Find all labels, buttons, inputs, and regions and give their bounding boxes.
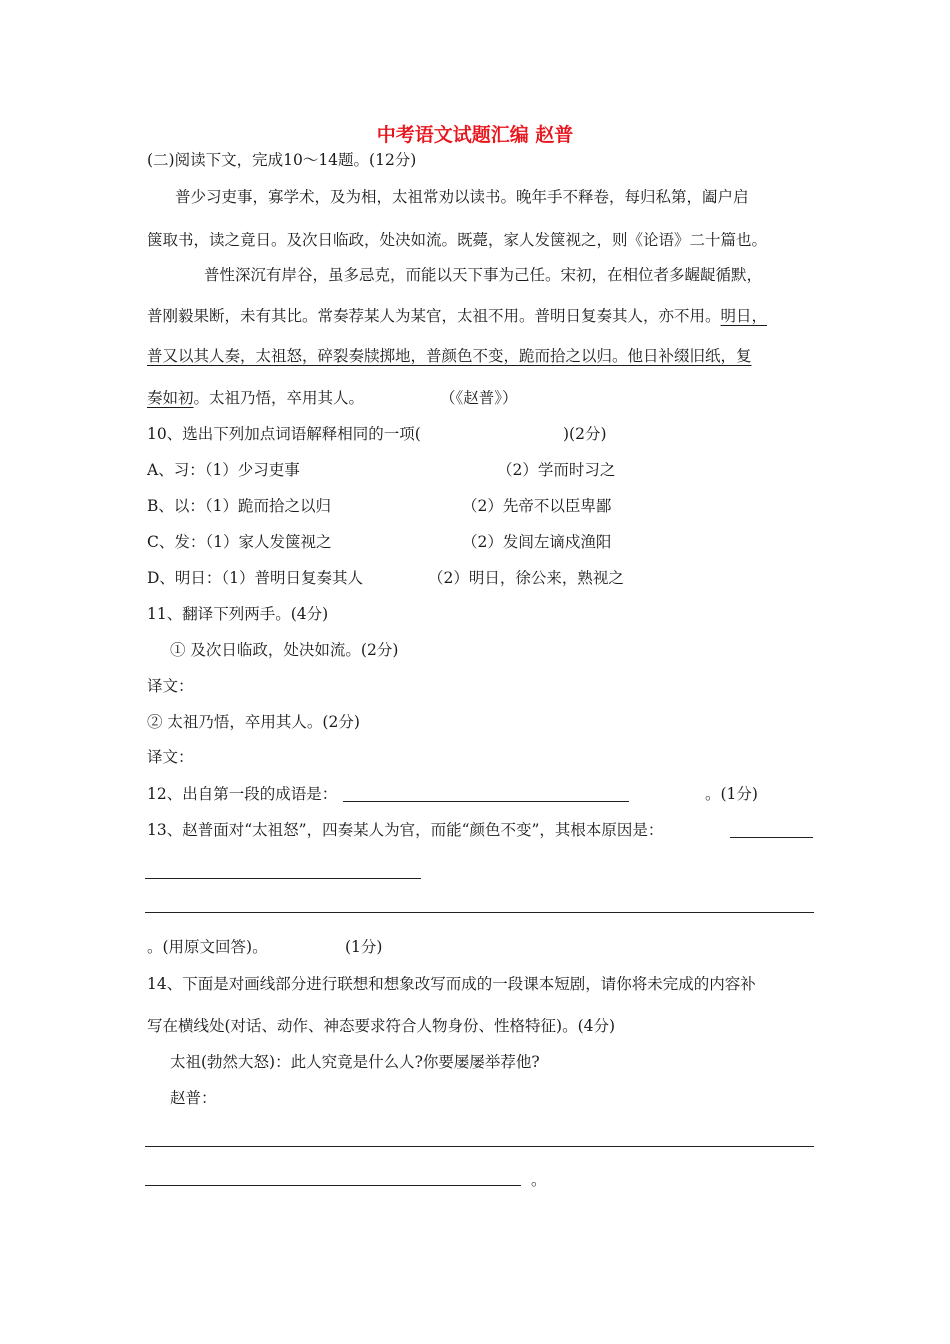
passage-plain-text: 。太祖乃悟，卒用其人。 xyxy=(193,389,365,407)
option-d-part-2: （2）明日，徐公来，熟视之 xyxy=(428,569,624,587)
dialog-zhaopu-label: 赵普： xyxy=(170,1089,217,1107)
translation-label: 译文： xyxy=(147,677,194,695)
option-c-part-1: C、发：（1）家人发箧视之 xyxy=(147,533,332,551)
question-11-stem: 11、翻译下列两手。(4分) xyxy=(147,605,329,623)
answer-blank[interactable] xyxy=(730,837,813,838)
passage-paragraph-1-line-2: 箧取书，读之竟日。及次日临政，处决如流。既薨，家人发箧视之，则《论语》二十篇也。 xyxy=(147,231,768,249)
question-13-score: (1分) xyxy=(345,938,383,956)
option-a-part-2: （2）学而时习之 xyxy=(497,461,616,479)
answer-blank[interactable] xyxy=(145,878,421,879)
section-heading: (二)阅读下文，完成10～14题。(12分) xyxy=(147,151,417,169)
question-12-stem: 12、出自第一段的成语是： xyxy=(147,785,338,803)
question-12-score: 。(1分) xyxy=(705,785,758,803)
answer-blank[interactable] xyxy=(145,912,814,913)
question-10-score: )(2分) xyxy=(563,425,607,443)
question-14-stem-line-1: 14、下面是对画线部分进行联想和想象改写而成的一段课本短剧，请你将未完成的内容补 xyxy=(147,975,756,993)
passage-paragraph-2-line-2 xyxy=(147,309,767,325)
document-title: 中考语文试题汇编 赵普 xyxy=(376,124,574,146)
translation-label: 译文： xyxy=(147,748,194,766)
option-a-part-1: A、习：（1）少习吏事 xyxy=(147,461,300,479)
underlined-passage-text: 奏如初 xyxy=(147,389,194,407)
option-b-part-2: （2）先帝不以臣卑鄙 xyxy=(462,497,612,515)
answer-blank[interactable] xyxy=(145,1146,814,1147)
passage-paragraph-2-line-1: 普性深沉有岸谷，虽多忌克，而能以天下事为己任。宋初，在相位者多龌龊循默， xyxy=(204,266,763,284)
question-11-item-2: ② 太祖乃悟，卒用其人。(2分) xyxy=(147,713,360,731)
end-mark: 。 xyxy=(531,1171,547,1189)
answer-blank[interactable] xyxy=(145,1185,521,1186)
question-13-instruction: 。(用原文回答)。 xyxy=(147,938,268,956)
passage-paragraph-1-line-1: 普少习吏事，寡学术，及为相，太祖常劝以读书。晚年手不释卷，每归私第，阖户启 xyxy=(175,188,749,206)
option-b-part-1: B、以：（1）跪而拾之以归 xyxy=(147,497,332,515)
question-13-stem: 13、赵普面对“太祖怒”，四奏某人为官，而能“颜色不变”，其根本原因是： xyxy=(147,821,664,839)
underlined-passage-text: 普又以其人奏，太祖怒，碎裂奏牍掷地，普颜色不变，跪而拾之以归。他日补缀旧纸，复 xyxy=(147,347,752,365)
option-c-part-2: （2）发闾左谪戍渔阳 xyxy=(462,533,612,551)
question-14-stem-line-2: 写在横线处(对话、动作、神态要求符合人物身份、性格特征)。(4分) xyxy=(147,1017,616,1035)
question-11-item-1: ① 及次日临政，处决如流。(2分) xyxy=(170,641,399,659)
passage-source: （《赵普》） xyxy=(440,389,518,407)
dialog-taizu: 太祖(勃然大怒)：此人究竟是什么人?你要屡屡举荐他? xyxy=(170,1053,540,1071)
question-10-stem: 10、选出下列加点词语解释相同的一项( xyxy=(147,425,421,443)
option-d-part-1: D、明日：（1）普明日复奏其人 xyxy=(147,569,364,587)
answer-blank[interactable] xyxy=(343,801,629,802)
passage-plain-text: 普刚毅果断，未有其比。常奏荐某人为某官，太祖不用。普明日复奏其人，亦不用。 xyxy=(147,307,721,325)
passage-paragraph-2-line-4 xyxy=(147,391,364,407)
underlined-passage-text: 明日， xyxy=(720,307,768,325)
